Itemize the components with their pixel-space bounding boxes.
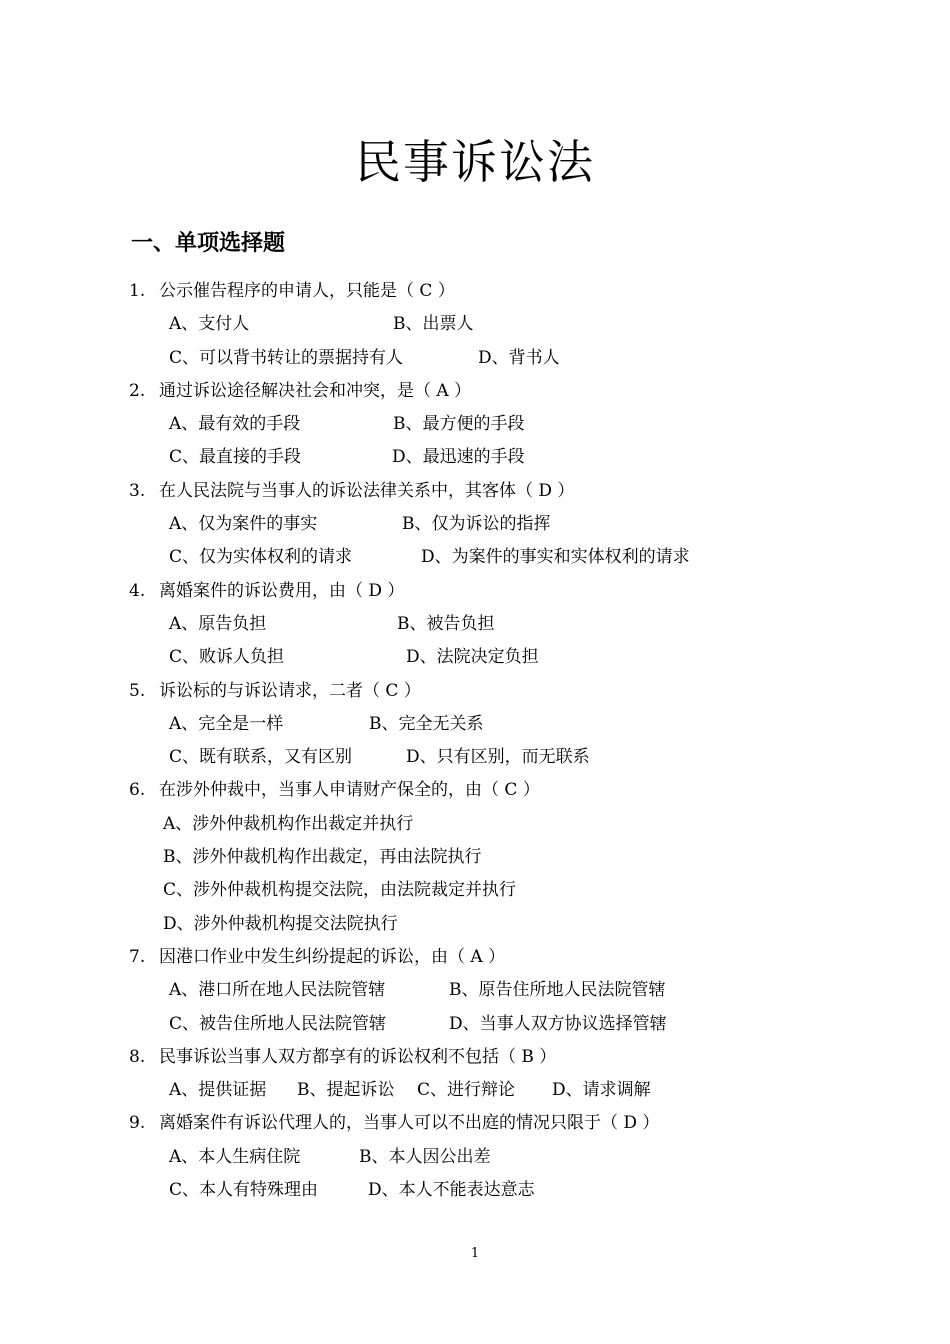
- option-row: [129, 1074, 829, 1107]
- question-8: [129, 1041, 829, 1074]
- option-row: [129, 1141, 829, 1174]
- question-number: 4.: [129, 580, 146, 601]
- question-text: 通过诉讼途径解决社会和冲突，是（ A ）: [159, 380, 472, 401]
- option-b: B、提起诉讼: [297, 1080, 395, 1101]
- option-a: A、仅为案件的事实: [169, 514, 318, 535]
- question-list: [129, 275, 829, 1207]
- option-a: A、港口所在地人民法院管辖: [169, 980, 386, 1001]
- question-text: 在涉外仲裁中，当事人申请财产保全的，由（ C ）: [159, 780, 540, 801]
- option-row: [129, 608, 829, 641]
- option-d: D、法院决定负担: [406, 647, 539, 668]
- option-row: [129, 342, 829, 375]
- option-row: [129, 441, 829, 474]
- option-a: A、支付人: [169, 314, 250, 335]
- question-5: [129, 675, 829, 708]
- option-a: A、完全是一样: [169, 713, 284, 734]
- question-4: [129, 575, 829, 608]
- option-b: B、仅为诉讼的指挥: [402, 514, 551, 535]
- question-2: [129, 375, 829, 408]
- section-heading: 一、单项选择题: [131, 231, 286, 256]
- option-row: [129, 741, 829, 774]
- option-c: C、涉外仲裁机构提交法院，由法院裁定并执行: [163, 880, 517, 901]
- option-row: [129, 708, 829, 741]
- option-c: C、可以背书转让的票据持有人: [169, 347, 404, 368]
- question-number: 8.: [129, 1046, 146, 1067]
- option-d: D、只有区别，而无联系: [406, 747, 590, 768]
- option-row: [129, 641, 829, 674]
- option-row: [129, 308, 829, 341]
- option-a: A、最有效的手段: [169, 414, 301, 435]
- option-d: D、请求调解: [552, 1080, 651, 1101]
- option-c: C、被告住所地人民法院管辖: [169, 1013, 387, 1034]
- page-number: 1: [470, 1246, 480, 1261]
- option-d: D、背书人: [478, 347, 560, 368]
- option-b: B、本人因公出差: [359, 1146, 491, 1167]
- question-number: 3.: [129, 480, 146, 501]
- question-number: 2.: [129, 380, 146, 401]
- question-3: [129, 475, 829, 508]
- option-a: A、原告负担: [169, 613, 267, 634]
- option-row: [129, 1008, 829, 1041]
- option-row: [129, 408, 829, 441]
- option-row: [129, 808, 829, 841]
- question-number: 5.: [129, 680, 146, 701]
- question-6: [129, 774, 829, 807]
- option-row: [129, 541, 829, 574]
- option-a: A、涉外仲裁机构作出裁定并执行: [163, 813, 414, 834]
- option-c: C、最直接的手段: [169, 447, 302, 468]
- option-d: D、为案件的事实和实体权利的请求: [421, 547, 690, 568]
- option-c: C、进行辩论: [417, 1080, 516, 1101]
- option-c: C、既有联系，又有区别: [169, 747, 353, 768]
- option-row: [129, 1174, 829, 1207]
- question-text: 离婚案件有诉讼代理人的，当事人可以不出庭的情况只限于（ D ）: [159, 1113, 660, 1134]
- question-text: 离婚案件的诉讼费用，由（ D ）: [159, 580, 405, 601]
- option-b: B、完全无关系: [369, 713, 484, 734]
- question-number: 9.: [129, 1113, 146, 1134]
- option-c: C、本人有特殊理由: [169, 1180, 319, 1201]
- option-d: D、涉外仲裁机构提交法院执行: [163, 913, 398, 934]
- option-d: D、最迅速的手段: [392, 447, 525, 468]
- option-row: [129, 508, 829, 541]
- option-a: A、提供证据: [169, 1080, 267, 1101]
- option-a: A、本人生病住院: [169, 1146, 301, 1167]
- option-d: D、本人不能表达意志: [368, 1180, 535, 1201]
- question-7: [129, 941, 829, 974]
- option-b: B、最方便的手段: [393, 414, 525, 435]
- question-text: 诉讼标的与诉讼请求，二者（ C ）: [159, 680, 421, 701]
- question-1: [129, 275, 829, 308]
- option-b: B、涉外仲裁机构作出裁定，再由法院执行: [163, 847, 482, 868]
- document-title: 民事诉讼法: [355, 135, 595, 189]
- question-9: [129, 1107, 829, 1140]
- question-number: 1.: [129, 281, 146, 301]
- option-row: [129, 974, 829, 1007]
- option-b: B、原告住所地人民法院管辖: [449, 980, 666, 1001]
- question-text: 民事诉讼当事人双方都享有的诉讼权利不包括（ B ）: [159, 1046, 557, 1067]
- option-row: [129, 908, 829, 941]
- option-c: C、仅为实体权利的请求: [169, 547, 353, 568]
- option-row: [129, 841, 829, 874]
- option-b: B、出票人: [393, 314, 474, 335]
- option-row: [129, 874, 829, 907]
- question-number: 6.: [129, 780, 146, 801]
- option-b: B、被告负担: [397, 613, 495, 634]
- question-text: 公示催告程序的申请人，只能是（ C ）: [159, 281, 455, 301]
- option-d: D、当事人双方协议选择管辖: [449, 1013, 667, 1034]
- question-text: 在人民法院与当事人的诉讼法律关系中，其客体（ D ）: [159, 480, 575, 501]
- option-c: C、败诉人负担: [169, 647, 285, 668]
- question-text: 因港口作业中发生纠纷提起的诉讼，由（ A ）: [159, 946, 506, 967]
- question-number: 7.: [129, 946, 146, 967]
